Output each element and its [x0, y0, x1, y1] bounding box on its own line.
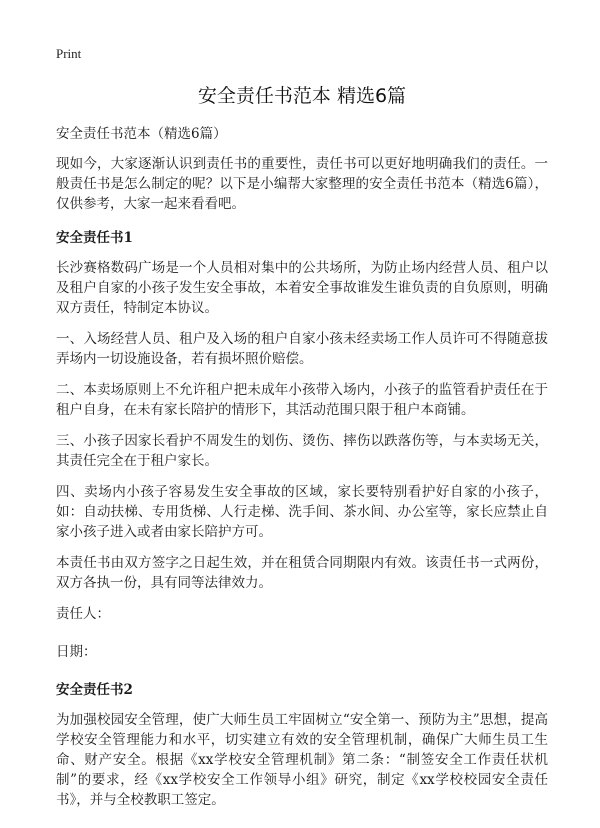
section-1-paragraph-4: 三、小孩子因家长看护不周发生的划伤、烫伤、摔伤以跌落伤等，与本卖场无关，其责任完全在于租户家长。: [56, 433, 548, 469]
section-heading-2: 安全责任书2: [56, 682, 133, 698]
section-1-paragraph-1: 长沙赛格数码广场是一个人员相对集中的公共场所，为防止场内经营人员、租户以及租户自家的小孩子发生安全事故，本着安全事故谁发生谁负责的自负原则，明确双方责任，特制定本协议。: [56, 260, 548, 316]
section-heading-1: 安全责任书1: [56, 230, 133, 246]
document-title: 安全责任书范本 精选6篇: [197, 85, 407, 107]
intro-paragraph: 现如今，大家逐渐认识到责任书的重要性，责任书可以更好地明确我们的责任。一般责任书是怎么制定的呢？以下是小编帮大家整理的安全责任书范本（精选6篇），仅供参考，大家一起来看看吧。: [56, 156, 548, 212]
print-label: Print: [56, 46, 82, 61]
section-1-paragraph-2: 一、入场经营人员、租户及入场的租户自家小孩未经卖场工作人员许可不得随意拔弄场内一切设施设备，若有损坏照价赔偿。: [56, 331, 548, 367]
section-1-paragraph-6: 本责任书由双方签字之日起生效，并在租赁合同期限内有效。该责任书一式两份，双方各执一份，具有同等法律效力。: [56, 555, 548, 591]
section-2-paragraph-1: 为加强校园安全管理，使广大师生员工牢固树立“安全第一、预防为主”思想，提高学校安全管理能力和水平，切实建立有效的安全管理机制，确保广大师生员工生命、财产安全。根据《xx学校安全管理机制》第二条：“制签安全工作责任状机制”的要求，经《xx学校安全工作领导小组》研究，制定《xx学校校园安全责任书》，并与全校教职工签定。: [56, 712, 548, 808]
signature-responsible-person: 责任人：: [56, 606, 110, 622]
section-1-paragraph-3: 二、本卖场原则上不允许租户把未成年小孩带入场内，小孩子的监管看护责任在于租户自身，在未有家长陪护的情形下，其活动范围只限于租户本商铺。: [56, 382, 548, 418]
document-subtitle: 安全责任书范本（精选6篇）: [56, 126, 227, 142]
section-1-paragraph-5: 四、卖场内小孩子容易发生安全事故的区域，家长要特别看护好自家的小孩子，如：自动扶梯、专用货梯、人行走梯、洗手间、茶水间、办公室等，家长应禁止自家小孩子进入或者由家长陪护方可。: [56, 484, 548, 540]
signature-date: 日期：: [56, 644, 97, 660]
